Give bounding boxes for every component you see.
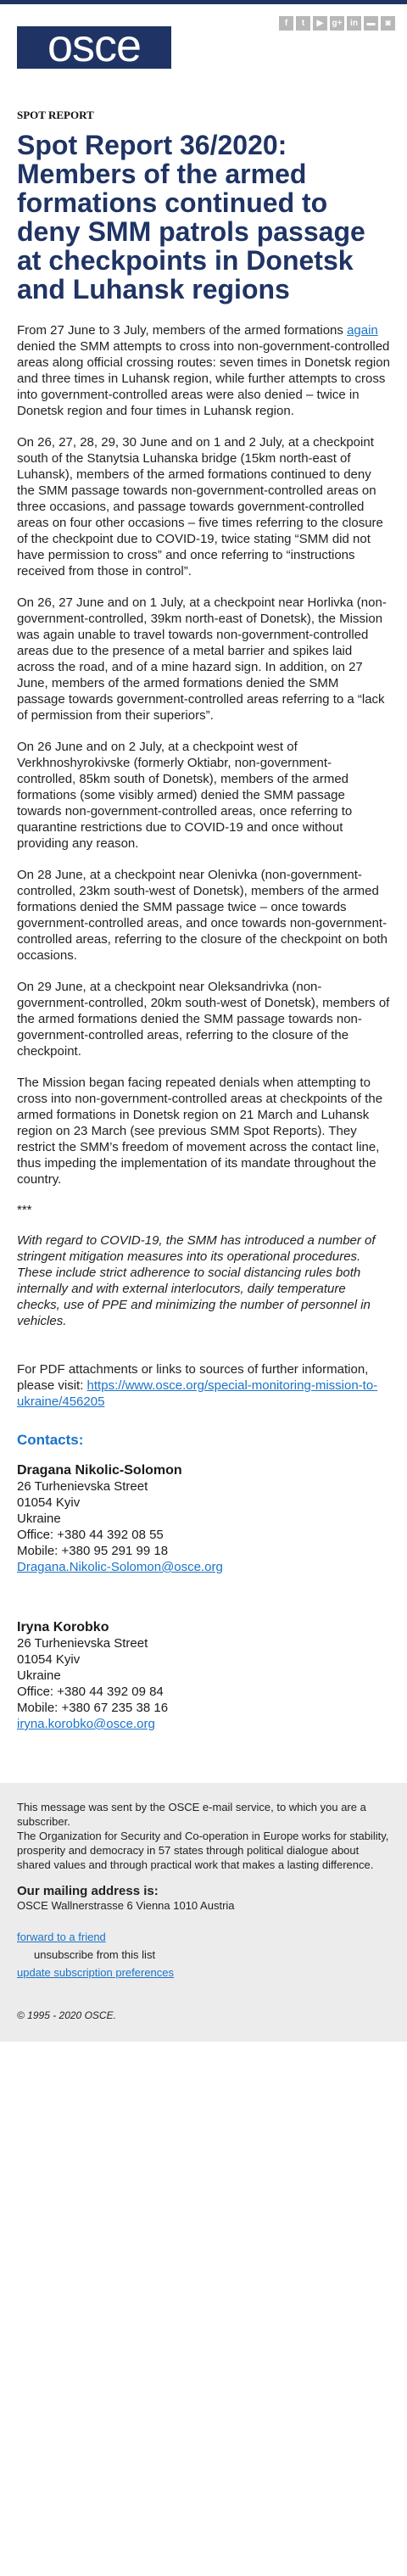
report-title: Spot Report 36/2020: Members of the armed formations continued to deny SMM patrols passage at checkpoints in Donetsk and Luhansk regions [17,130,365,305]
footer-copyright: © 1995 - 2020 OSCE. [17,2009,116,2021]
contact-mobile-phone: Mobile: +380 95 291 99 18 [17,1544,169,1558]
footer-address-title: Our mailing address is: [17,1884,159,1898]
contact-city: 01054 Kyiv [17,1495,81,1510]
contact-office-phone: Office: +380 44 392 08 55 [17,1528,164,1542]
paragraph-denials-context: The Mission began facing repeated denials when attempting to cross into non-government-controlled areas at checkpoints of the armed formations in Donetsk region on 21 March and Luhansk region on 23 March (see previous SMM Spot Reports). They restrict the SMM’s freedom of movement across the contact line, thus impeding the implementation of its mandate throughout the country. [17,1076,383,1187]
contact-card [17,1619,390,1732]
contact-email-link[interactable]: iryna.korobko@osce.org [17,1717,155,1731]
contact-email-link[interactable]: Dragana.Nikolic-Solomon@osce.org [17,1560,223,1574]
pdf-info [17,1361,390,1410]
contact-name: Iryna Korobko [17,1620,109,1634]
contact-name: Dragana Nikolic-Solomon [17,1463,182,1478]
email-footer [0,1783,407,2042]
footer-address: OSCE Wallnerstrasse 6 Vienna 1010 Austria [17,1899,235,1912]
twitter-icon[interactable]: t [296,16,310,31]
unsubscribe-link[interactable]: unsubscribe from this list [34,1948,156,1961]
contact-country: Ukraine [17,1668,61,1683]
covid-note: With regard to COVID-19, the SMM has introduced a number of stringent mitigation measures into its operational procedures. These include strict adherence to social distancing rules both internally and with external interlocutors, daily temperature checks, use of PPE and minimizing the number of personnel in vehicles. [17,1233,376,1328]
googleplus-icon[interactable]: g+ [330,16,344,31]
flickr-icon[interactable]: ▬ [364,16,378,31]
footer-links [17,1930,390,1980]
facebook-icon[interactable]: f [279,16,293,31]
paragraph-olenivka: On 28 June, at a checkpoint near Olenivka (non-government-controlled, 23km south-west of Donetsk), members of the armed formations denied the SMM passage twice – once towards government-controlled areas, and once towards non-government-controlled areas, referring to the closure of the checkpoint on both occasions. [17,868,387,963]
again-link[interactable]: again [347,323,378,338]
paragraph-horlivka: On 26, 27 June and on 1 July, at a checkpoint near Horlivka (non-government-controlled, 39km north-east of Donetsk), the Mission was again unable to travel towards non-government-controlled areas due to the presence of a metal barrier and spikes laid across the road, and of a mine hazard sign. In addition, on 27 June, members of the armed formations denied the SMM passage towards government-controlled areas referring to a “lack of permission from their superiors”. [17,595,387,723]
contact-city: 01054 Kyiv [17,1652,81,1667]
paragraph-stanytsia: On 26, 27, 28, 29, 30 June and on 1 and 2 July, at a checkpoint south of the Stanytsia Luhanska bridge (15km north-east of Luhansk), members of the armed formations continued to deny the SMM passage towards non-government-controlled areas on three occasions, and passage towards government-controlled areas on four other occasions – five times referring to the closure of the checkpoint due to COVID-19, twice stating “SMM did not have permission to cross” and once referring to “instructions received from those in control”. [17,435,383,578]
osce-logo[interactable]: osce [17,26,171,69]
section-separator: *** [17,1203,32,1217]
update-preferences-link[interactable]: update subscription preferences [17,1966,175,1979]
intro-text-start: From 27 June to 3 July, members of the armed formations [17,323,348,338]
contact-country: Ukraine [17,1512,61,1526]
intro-text-end: denied the SMM attempts to cross into non-government-controlled areas along official crossing routes: seven times in Donetsk region and three times in Luhansk region, while further attempts to cross into government-controlled areas were also denied – twice in Donetsk region and four times in Luhansk region. [17,339,390,418]
paragraph-verkhnoshyrokivske: On 26 June and on 2 July, at a checkpoint west of Verkhnoshyrokivske (formerly Oktiabr, non-government-controlled, 85km south of Donetsk), members of the armed formations (some visibly armed) denied the SMM passage towards non-government-controlled areas, once referring to quarantine restrictions due to COVID-19 and once without providing any reason. [17,740,353,851]
pdf-info-text: For PDF attachments or links to sources of further information, please visit: [17,1362,369,1393]
instagram-icon[interactable]: ◙ [381,16,395,31]
pdf-sources-link[interactable]: https://www.osce.org/special-monitoring-mission-to-ukraine/456205 [17,1378,378,1409]
contact-street: 26 Turhenievska Street [17,1636,148,1651]
contact-street: 26 Turhenievska Street [17,1479,148,1494]
footer-sent-by: This message was sent by the OSCE e-mail service, to which you are a subscriber. [17,1801,366,1828]
linkedin-icon[interactable]: in [347,16,361,31]
youtube-icon[interactable]: ▶ [313,16,327,31]
footer-about-osce: The Organization for Security and Co-operation in Europe works for stability, prosperity and democracy in 57 states through political dialogue about shared values and through practical work that makes a lasting difference. [17,1830,389,1871]
contact-mobile-phone: Mobile: +380 67 235 38 16 [17,1701,169,1715]
report-kicker: SPOT REPORT [17,109,94,121]
social-links [279,16,395,31]
email-header [0,4,407,68]
paragraph-oleksandrivka: On 29 June, at a checkpoint near Oleksandrivka (non-government-controlled, 20km south-west of Donetsk), members of the armed formations denied the SMM passage towards non-government-controlled areas, referring to the closure of the checkpoint. [17,980,390,1059]
paragraph-intro [17,322,390,419]
contact-card [17,1462,390,1575]
contacts-heading: Contacts: [17,1432,84,1448]
article-body [0,109,407,1732]
forward-to-friend-link[interactable]: forward to a friend [17,1931,106,1943]
contact-office-phone: Office: +380 44 392 09 84 [17,1685,164,1699]
